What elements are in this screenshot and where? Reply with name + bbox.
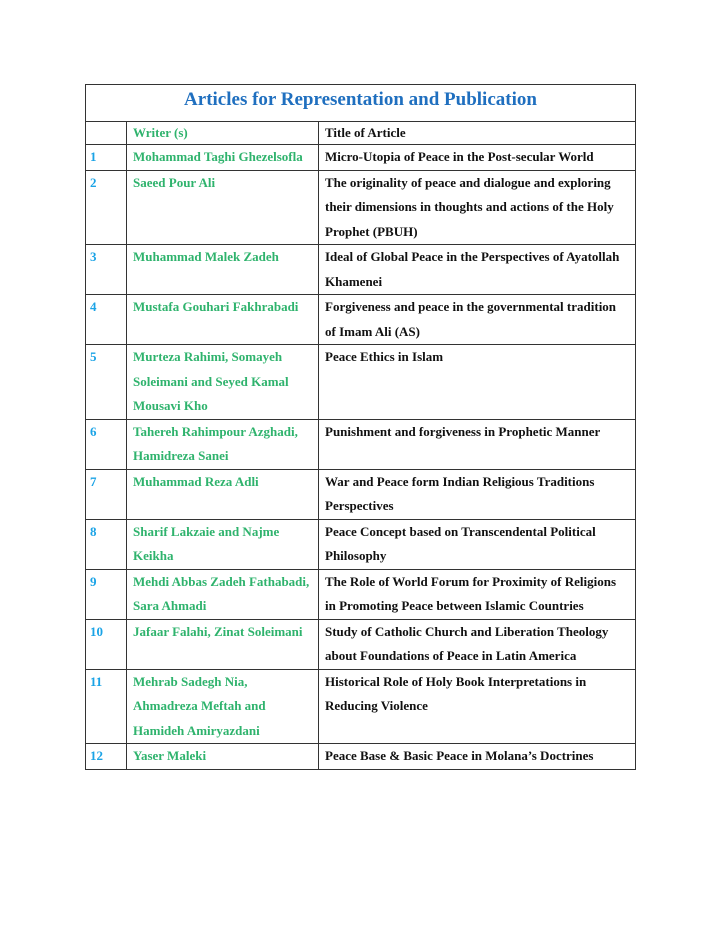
table-row <box>86 145 636 171</box>
row-article: Punishment and forgiveness in Prophetic Manner <box>319 419 636 469</box>
row-number: 10 <box>86 619 127 669</box>
row-article: Micro-Utopia of Peace in the Post-secular World <box>319 145 636 171</box>
row-number: 2 <box>86 170 127 245</box>
row-number: 12 <box>86 744 127 770</box>
row-writer: Mohammad Taghi Ghezelsofla <box>127 145 319 171</box>
articles-table-container <box>85 84 635 770</box>
row-writer: Mehrab Sadegh Nia, Ahmadreza Meftah and Hamideh Amiryazdani <box>127 669 319 744</box>
table-row <box>86 345 636 420</box>
header-number <box>86 122 127 145</box>
header-article: Title of Article <box>319 122 636 145</box>
row-number: 1 <box>86 145 127 171</box>
row-number: 6 <box>86 419 127 469</box>
table-row <box>86 469 636 519</box>
row-article: Forgiveness and peace in the governmental tradition of Imam Ali (AS) <box>319 295 636 345</box>
row-article: The originality of peace and dialogue and exploring their dimensions in thoughts and actions of the Holy Prophet (PBUH) <box>319 170 636 245</box>
row-writer: Sharif Lakzaie and Najme Keikha <box>127 519 319 569</box>
row-writer: Muhammad Malek Zadeh <box>127 245 319 295</box>
table-row <box>86 419 636 469</box>
table-row <box>86 170 636 245</box>
row-number: 7 <box>86 469 127 519</box>
row-writer: Jafaar Falahi, Zinat Soleimani <box>127 619 319 669</box>
row-writer: Yaser Maleki <box>127 744 319 770</box>
row-writer: Muhammad Reza Adli <box>127 469 319 519</box>
table-row <box>86 519 636 569</box>
row-writer: Saeed Pour Ali <box>127 170 319 245</box>
row-writer: Tahereh Rahimpour Azghadi, Hamidreza Sanei <box>127 419 319 469</box>
articles-table <box>85 84 636 770</box>
row-article: The Role of World Forum for Proximity of Religions in Promoting Peace between Islamic Countries <box>319 569 636 619</box>
row-article: Peace Concept based on Transcendental Political Philosophy <box>319 519 636 569</box>
row-article: War and Peace form Indian Religious Traditions Perspectives <box>319 469 636 519</box>
row-article: Peace Base & Basic Peace in Molana’s Doctrines <box>319 744 636 770</box>
header-row <box>86 122 636 145</box>
row-article: Study of Catholic Church and Liberation Theology about Foundations of Peace in Latin America <box>319 619 636 669</box>
table-title-row <box>86 85 636 122</box>
table-row <box>86 744 636 770</box>
row-number: 8 <box>86 519 127 569</box>
table-row <box>86 295 636 345</box>
table-row <box>86 619 636 669</box>
row-number: 4 <box>86 295 127 345</box>
row-number: 11 <box>86 669 127 744</box>
row-writer: Mustafa Gouhari Fakhrabadi <box>127 295 319 345</box>
header-writer: Writer (s) <box>127 122 319 145</box>
row-article: Peace Ethics in Islam <box>319 345 636 420</box>
row-writer: Mehdi Abbas Zadeh Fathabadi, Sara Ahmadi <box>127 569 319 619</box>
table-row <box>86 245 636 295</box>
row-number: 3 <box>86 245 127 295</box>
row-writer: Murteza Rahimi, Somayeh Soleimani and Seyed Kamal Mousavi Kho <box>127 345 319 420</box>
table-title: Articles for Representation and Publication <box>86 85 636 122</box>
row-number: 9 <box>86 569 127 619</box>
row-number: 5 <box>86 345 127 420</box>
table-row <box>86 669 636 744</box>
row-article: Ideal of Global Peace in the Perspectives of Ayatollah Khamenei <box>319 245 636 295</box>
row-article: Historical Role of Holy Book Interpretations in Reducing Violence <box>319 669 636 744</box>
table-row <box>86 569 636 619</box>
